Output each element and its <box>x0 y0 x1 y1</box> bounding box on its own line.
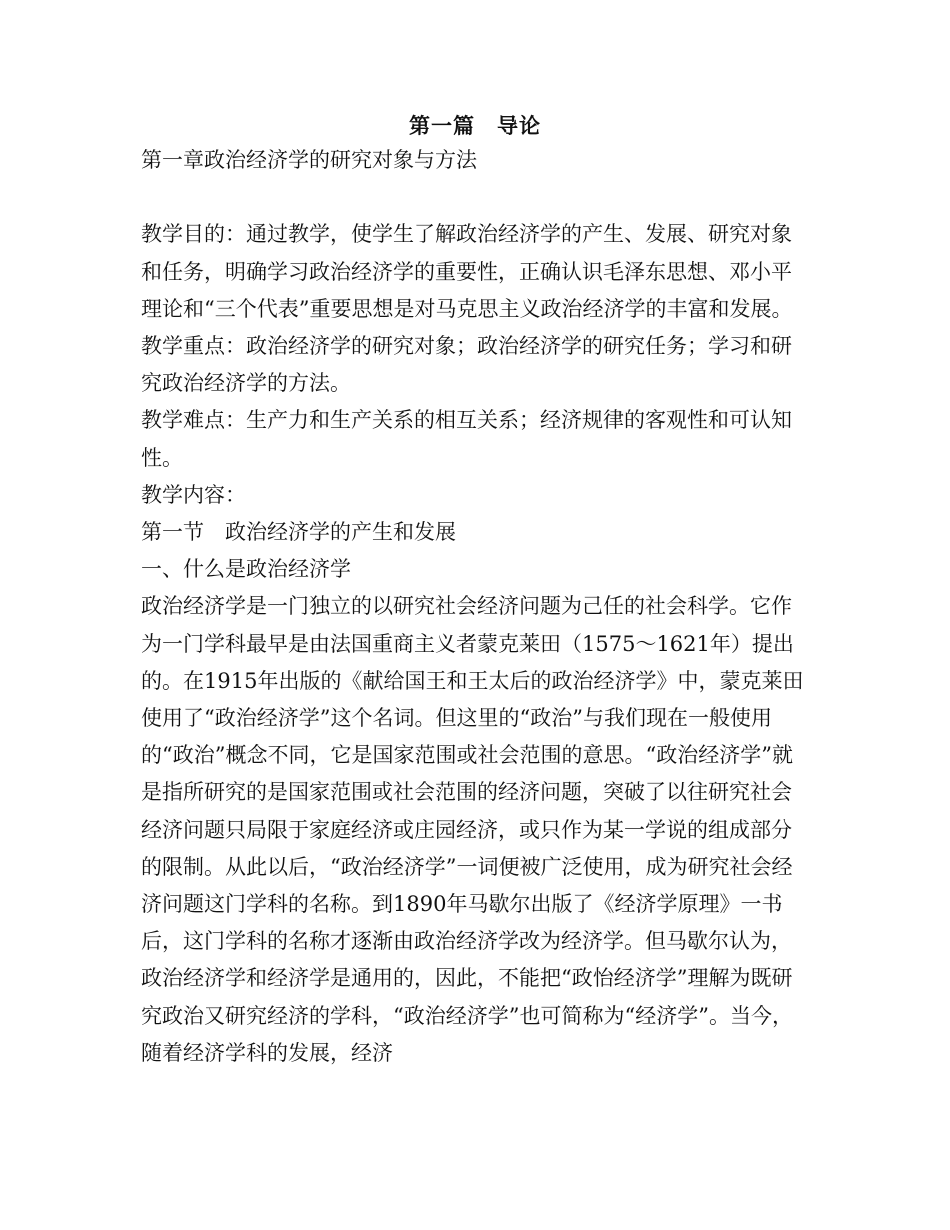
subsection-heading: 一、什么是政治经济学 <box>141 557 351 582</box>
chapter-heading: 第一章政治经济学的研究对象与方法 <box>141 148 477 172</box>
teaching-difficulties-paragraph: 教学难点：生产力和生产关系的相互关系；经济规律的客观性和可认知性。 <box>141 408 792 470</box>
document-title: 第一篇 导论 <box>409 113 541 138</box>
blank-line <box>141 179 811 216</box>
section-heading: 第一节 政治经济学的产生和发展 <box>141 520 456 545</box>
body-paragraph: 政治经济学是一门独立的以研究社会经济问题为己任的社会科学。它作为一门学科最早是由法国重商主义者蒙克莱田（1575～1621年）提出的。在1915年出版的《献给国王和王太后的政治经济学》中，蒙克莱田使用了“政治经济学”这个名词。但这里的“政治”与我们现在一般使用的“政治”概念不同，它是国家范围或社会范围的意思。“政治经济学”就是指所研究的是国家范围或社会范围的经济问题，突破了以往研究社会经济问题只局限于家庭经济或庄园经济，或只作为某一学说的组成部分的限制。从此以后，“政治经济学”一词便被广泛使用，成为研究社会经济问题这门学科的名称。到1890年马歇尔出版了《经济学原理》一书后，这门学科的名称才逐渐由政治经济学改为经济学。但马歇尔认为，政治经济学和经济学是通用的，因此，不能把“政怡经济学”理解为既研究政治又研究经济的学科，“政治经济学”也可简称为“经济学”。当今，随着经济学科的发展，经济 <box>141 594 804 1065</box>
teaching-key-points-paragraph: 教学重点：政治经济学的研究对象；政治经济学的研究任务；学习和研究政治经济学的方法。 <box>141 334 792 396</box>
teaching-objective-paragraph: 教学目的：通过教学，使学生了解政治经济学的产生、发展、研究对象和任务，明确学习政治经济学的重要性，正确认识毛泽东思想、邓小平理论和“三个代表”重要思想是对马克思主义政治经济学的丰富和发展。 <box>141 222 793 321</box>
document-body <box>141 142 811 1072</box>
teaching-content-label: 教学内容： <box>141 482 246 507</box>
